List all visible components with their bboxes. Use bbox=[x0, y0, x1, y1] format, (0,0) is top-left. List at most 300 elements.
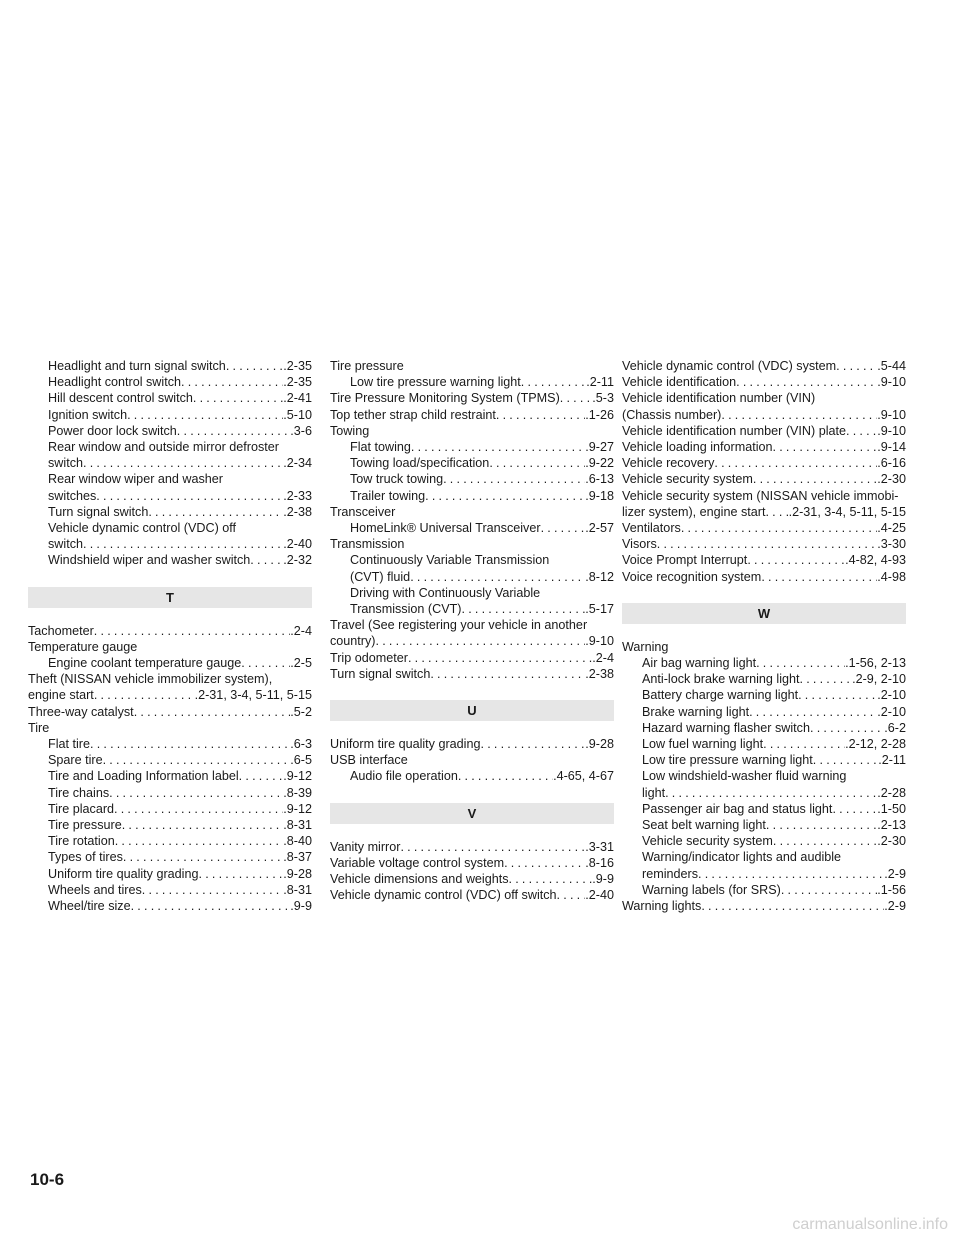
index-entry-label: Three-way catalyst bbox=[28, 704, 134, 719]
index-entry-label: switches bbox=[48, 488, 97, 503]
index-entry-label: switch bbox=[48, 456, 83, 471]
index-entry bbox=[28, 849, 312, 865]
index-entry-label: switch bbox=[48, 537, 83, 552]
index-entry-page: .6-13 bbox=[585, 472, 614, 487]
index-entry-page: .9-10 bbox=[585, 634, 614, 649]
index-entry-label: Windshield wiper and washer switch bbox=[48, 553, 251, 568]
index-entry-label: Towing load/specification bbox=[350, 456, 490, 471]
index-entry-label: Seat belt warning light bbox=[642, 818, 766, 833]
index-entry-page: .2-40 bbox=[585, 888, 614, 903]
index-entry bbox=[622, 569, 906, 585]
index-entry-label: Warning labels (for SRS) bbox=[642, 882, 781, 897]
index-entry-page: .4-25 bbox=[877, 521, 906, 536]
index-entry-page: .2-28 bbox=[877, 785, 906, 800]
index-entry-page: .4-65, 4-67 bbox=[553, 769, 614, 784]
section-letter-heading: V bbox=[330, 803, 614, 824]
index-entry-page: .2-31, 3-4, 5-11, 5-15 bbox=[788, 504, 906, 519]
index-entry-label: Tire placard bbox=[48, 801, 115, 816]
index-entry-label: Warning lights bbox=[622, 899, 702, 914]
index-entry-label: Vanity mirror bbox=[330, 839, 401, 854]
index-entry-text: Vehicle security system (NISSAN vehicle immobi- bbox=[622, 488, 899, 503]
leader-dots bbox=[131, 898, 291, 914]
index-entry-label: Ventilators bbox=[622, 521, 681, 536]
leader-dots bbox=[193, 390, 283, 406]
leader-dots bbox=[765, 504, 788, 520]
index-entry-page: .9-10 bbox=[877, 423, 906, 438]
index-entry bbox=[330, 871, 614, 887]
index-entry-page: .2-10 bbox=[877, 688, 906, 703]
index-entry bbox=[28, 455, 312, 471]
index-entry-label: Trip odometer bbox=[330, 650, 408, 665]
index-entry bbox=[330, 488, 614, 504]
leader-dots bbox=[781, 882, 877, 898]
index-entry bbox=[622, 471, 906, 487]
leader-dots bbox=[800, 671, 853, 687]
leader-dots bbox=[177, 423, 291, 439]
leader-dots bbox=[798, 687, 877, 703]
index-entry-text: Rear window wiper and washer bbox=[48, 472, 223, 487]
index-entry-text: Continuously Variable Transmission bbox=[350, 553, 550, 568]
index-column-2 bbox=[330, 358, 614, 903]
index-entry-label: Uniform tire quality grading bbox=[330, 737, 481, 752]
index-entry-page: .6-16 bbox=[877, 456, 906, 471]
leader-dots bbox=[83, 455, 283, 471]
index-entry bbox=[28, 866, 312, 882]
leader-dots bbox=[458, 768, 553, 784]
leader-dots bbox=[411, 439, 585, 455]
index-entry-text: Tire pressure bbox=[330, 359, 404, 373]
index-entry bbox=[28, 801, 312, 817]
leader-dots bbox=[681, 520, 877, 536]
index-entry-label: lizer system), engine start bbox=[622, 504, 766, 519]
index-entry-page: .2-11 bbox=[878, 753, 906, 768]
leader-dots bbox=[832, 801, 877, 817]
index-entry-page: .8-16 bbox=[585, 855, 614, 870]
leader-dots bbox=[83, 536, 283, 552]
index-entry bbox=[28, 552, 312, 568]
leader-dots bbox=[410, 569, 585, 585]
index-entry-text: Travel (See registering your vehicle in another bbox=[330, 618, 588, 633]
index-entry bbox=[622, 704, 906, 720]
index-entry-page: .2-38 bbox=[283, 504, 312, 519]
index-entry-label: reminders bbox=[642, 866, 698, 881]
leader-dots bbox=[90, 736, 290, 752]
index-entry-text: Vehicle identification number (VIN) bbox=[622, 391, 816, 406]
index-entry bbox=[330, 439, 614, 455]
leader-dots bbox=[813, 752, 878, 768]
index-entry-text: Temperature gauge bbox=[28, 639, 138, 654]
leader-dots bbox=[810, 720, 884, 736]
index-entry bbox=[622, 504, 906, 520]
index-entry bbox=[28, 374, 312, 390]
index-entry-label: Visors bbox=[622, 537, 657, 552]
index-entry-text: USB interface bbox=[330, 753, 408, 768]
index-entry-label: Vehicle dynamic control (VDC) off switch bbox=[330, 888, 557, 903]
leader-dots bbox=[761, 569, 877, 585]
index-entry-page: .4-82, 4-93 bbox=[845, 553, 906, 568]
index-entry bbox=[622, 655, 906, 671]
index-entry-label: Brake warning light bbox=[642, 704, 750, 719]
leader-dots bbox=[241, 655, 290, 671]
leader-dots bbox=[462, 601, 586, 617]
index-entry-page: .8-40 bbox=[283, 834, 312, 849]
index-entry-page: .9-9 bbox=[592, 872, 614, 887]
leader-dots bbox=[148, 504, 283, 520]
index-entry-page: .9-27 bbox=[585, 440, 614, 455]
section-letter-heading: W bbox=[622, 603, 906, 624]
index-entry-label: Vehicle dimensions and weights bbox=[330, 872, 509, 887]
leader-dots bbox=[115, 833, 284, 849]
index-entry-text: Warning bbox=[622, 639, 669, 654]
index-entry-page: .2-13 bbox=[877, 818, 906, 833]
index-entry-page: .9-14 bbox=[877, 440, 906, 455]
index-entry-text: Rear window and outside mirror defroster bbox=[48, 440, 279, 455]
leader-dots bbox=[773, 439, 878, 455]
leader-dots bbox=[425, 488, 585, 504]
index-entry-label: Power door lock switch bbox=[48, 423, 177, 438]
index-entry-page: .2-9, 2-10 bbox=[852, 672, 906, 687]
index-entry-label: Trailer towing bbox=[350, 488, 426, 503]
index-entry-label: Transmission (CVT) bbox=[350, 602, 462, 617]
index-entry bbox=[330, 768, 614, 784]
index-entry bbox=[28, 768, 312, 784]
leader-dots bbox=[560, 390, 593, 406]
index-entry-text: Warning/indicator lights and audible bbox=[642, 850, 842, 865]
leader-dots bbox=[756, 655, 845, 671]
index-entry bbox=[28, 390, 312, 406]
index-entry bbox=[28, 504, 312, 520]
index-entry-label: Flat towing bbox=[350, 440, 411, 455]
index-entry bbox=[330, 374, 614, 390]
leader-dots bbox=[766, 817, 877, 833]
index-entry bbox=[330, 407, 614, 423]
index-entry-label: Vehicle dynamic control (VDC) system bbox=[622, 359, 837, 373]
index-entry-page: .8-39 bbox=[283, 785, 312, 800]
index-entry bbox=[330, 569, 614, 585]
index-entry-label: Tow truck towing bbox=[350, 472, 444, 487]
leader-dots bbox=[521, 374, 586, 390]
index-entry-page: .9-22 bbox=[585, 456, 614, 471]
index-entry bbox=[330, 520, 614, 536]
index-entry-page: .9-9 bbox=[290, 899, 312, 914]
leader-dots bbox=[504, 855, 585, 871]
index-entry-label: Hazard warning flasher switch bbox=[642, 720, 810, 735]
index-entry bbox=[622, 736, 906, 752]
leader-dots bbox=[753, 471, 877, 487]
leader-dots bbox=[763, 736, 845, 752]
index-entry bbox=[622, 407, 906, 423]
index-entry bbox=[28, 898, 312, 914]
index-entry-page: .2-33 bbox=[283, 488, 312, 503]
index-entry-page: .2-40 bbox=[283, 537, 312, 552]
leader-dots bbox=[836, 358, 877, 374]
index-entry-label: Top tether strap child restraint bbox=[330, 407, 496, 422]
index-entry bbox=[28, 423, 312, 439]
leader-dots bbox=[94, 623, 291, 639]
index-entry bbox=[330, 666, 614, 682]
index-entry bbox=[622, 455, 906, 471]
index-entry-text: Vehicle dynamic control (VDC) off bbox=[48, 521, 237, 536]
index-entry-page: .2-38 bbox=[585, 666, 614, 681]
leader-dots bbox=[250, 552, 283, 568]
leader-dots bbox=[181, 374, 283, 390]
leader-dots bbox=[122, 817, 284, 833]
index-entry bbox=[28, 358, 312, 374]
index-entry-page: .2-30 bbox=[877, 834, 906, 849]
index-entry-page: .2-34 bbox=[283, 456, 312, 471]
index-entry-page: .9-10 bbox=[877, 407, 906, 422]
index-entry-page: .1-56 bbox=[877, 882, 906, 897]
leader-dots bbox=[721, 407, 877, 423]
index-entry-text: Transmission bbox=[330, 537, 405, 552]
leader-dots bbox=[408, 650, 592, 666]
index-entry-label: Hill descent control switch bbox=[48, 391, 193, 406]
index-entry-page: .2-57 bbox=[585, 521, 614, 536]
index-entry-label: Tire chains bbox=[48, 785, 110, 800]
index-entry bbox=[622, 785, 906, 801]
leader-dots bbox=[114, 801, 283, 817]
index-entry-page: .6-5 bbox=[290, 753, 312, 768]
leader-dots bbox=[736, 374, 877, 390]
index-entry-page: .2-10 bbox=[877, 704, 906, 719]
index-entry-page: .5-44 bbox=[877, 359, 906, 373]
index-entry-page: .4-98 bbox=[877, 569, 906, 584]
index-entry-label: Battery charge warning light bbox=[642, 688, 799, 703]
index-entry-label: Types of tires bbox=[48, 850, 123, 865]
index-entry-label: Ignition switch bbox=[48, 407, 128, 422]
index-entry bbox=[28, 882, 312, 898]
index-entry-label: Vehicle security system bbox=[622, 472, 753, 487]
leader-dots bbox=[541, 520, 586, 536]
index-entry bbox=[28, 736, 312, 752]
leader-dots bbox=[509, 871, 593, 887]
index-entry bbox=[28, 817, 312, 833]
index-entry-page: .5-17 bbox=[585, 602, 614, 617]
index-entry bbox=[28, 536, 312, 552]
index-entry-label: Uniform tire quality grading bbox=[48, 866, 199, 881]
index-entry bbox=[28, 623, 312, 639]
index-entry-label: Vehicle identification bbox=[622, 375, 737, 390]
index-entry-label: Variable voltage control system bbox=[330, 855, 505, 870]
leader-dots bbox=[749, 704, 877, 720]
index-entry-label: country) bbox=[330, 634, 376, 649]
index-entry-page: .2-9 bbox=[884, 899, 906, 914]
index-entry bbox=[330, 855, 614, 871]
index-entry-label: (Chassis number) bbox=[622, 407, 722, 422]
index-entry-label: Vehicle security system bbox=[642, 834, 773, 849]
index-entry-label: Tire and Loading Information label bbox=[48, 769, 239, 784]
index-entry-label: Low tire pressure warning light bbox=[350, 375, 521, 390]
index-entry-page: .8-12 bbox=[585, 569, 614, 584]
index-entry bbox=[622, 720, 906, 736]
leader-dots bbox=[773, 833, 877, 849]
index-entry-label: Turn signal switch bbox=[48, 504, 149, 519]
index-entry-label: Voice recognition system bbox=[622, 569, 762, 584]
index-entry-label: Voice Prompt Interrupt bbox=[622, 553, 748, 568]
index-entry bbox=[622, 817, 906, 833]
index-entry bbox=[28, 655, 312, 671]
index-entry-page: .2-9 bbox=[884, 866, 906, 881]
index-entry bbox=[622, 866, 906, 882]
index-entry bbox=[28, 752, 312, 768]
index-entry bbox=[622, 358, 906, 374]
leader-dots bbox=[239, 768, 284, 784]
index-entry-page: .2-5 bbox=[290, 656, 312, 671]
index-entry-page: .1-50 bbox=[877, 801, 906, 816]
index-entry bbox=[622, 833, 906, 849]
index-entry-text: Tire bbox=[28, 720, 50, 735]
index-entry bbox=[622, 687, 906, 703]
index-entry-page: .2-35 bbox=[283, 375, 312, 390]
index-entry-label: Air bag warning light bbox=[642, 656, 757, 671]
index-entry-page: .9-12 bbox=[283, 769, 312, 784]
leader-dots bbox=[496, 407, 585, 423]
leader-dots bbox=[430, 666, 585, 682]
index-entry-label: engine start bbox=[28, 688, 94, 703]
index-column-1 bbox=[28, 358, 312, 914]
leader-dots bbox=[557, 887, 586, 903]
index-entry-label: HomeLink® Universal Transceiver bbox=[350, 521, 541, 536]
index-entry-page: .3-30 bbox=[877, 537, 906, 552]
index-entry-label: (CVT) fluid bbox=[350, 569, 411, 584]
leader-dots bbox=[443, 471, 585, 487]
index-entry bbox=[330, 736, 614, 752]
index-entry bbox=[622, 520, 906, 536]
leader-dots bbox=[127, 407, 283, 423]
leader-dots bbox=[142, 882, 283, 898]
leader-dots bbox=[698, 866, 884, 882]
index-entry-page: .6-2 bbox=[884, 720, 906, 735]
leader-dots bbox=[665, 785, 877, 801]
index-entry-page: .9-28 bbox=[585, 737, 614, 752]
index-entry bbox=[330, 633, 614, 649]
index-entry bbox=[622, 423, 906, 439]
index-entry-label: Wheels and tires bbox=[48, 882, 142, 897]
leader-dots bbox=[747, 552, 845, 568]
index-entry-page: .1-56, 2-13 bbox=[845, 656, 906, 671]
index-entry bbox=[330, 650, 614, 666]
index-entry bbox=[28, 488, 312, 504]
index-entry bbox=[622, 801, 906, 817]
index-entry bbox=[330, 471, 614, 487]
index-entry bbox=[622, 552, 906, 568]
index-entry-page: .9-12 bbox=[283, 801, 312, 816]
index-entry bbox=[622, 374, 906, 390]
index-entry bbox=[28, 407, 312, 423]
leader-dots bbox=[481, 736, 586, 752]
index-entry-label: Vehicle identification number (VIN) plate bbox=[622, 423, 847, 438]
index-entry-label: Low tire pressure warning light bbox=[642, 753, 813, 768]
index-entry-page: .3-6 bbox=[290, 423, 312, 438]
index-entry-page: .2-41 bbox=[283, 391, 312, 406]
index-entry-label: Tire pressure bbox=[48, 818, 122, 833]
index-entry bbox=[622, 536, 906, 552]
index-entry bbox=[28, 704, 312, 720]
index-entry-page: .9-10 bbox=[877, 375, 906, 390]
index-entry-label: Turn signal switch bbox=[330, 666, 431, 681]
index-entry bbox=[330, 839, 614, 855]
index-entry-page: .9-28 bbox=[283, 866, 312, 881]
index-entry-label: Headlight and turn signal switch bbox=[48, 359, 226, 373]
leader-dots bbox=[123, 849, 283, 865]
leader-dots bbox=[226, 358, 283, 374]
index-entry bbox=[28, 687, 312, 703]
index-entry-page: .5-10 bbox=[283, 407, 312, 422]
leader-dots bbox=[109, 785, 283, 801]
index-entry-label: Flat tire bbox=[48, 737, 90, 752]
leader-dots bbox=[714, 455, 877, 471]
index-entry-page: .6-3 bbox=[290, 737, 312, 752]
index-entry-label: Headlight control switch bbox=[48, 375, 181, 390]
index-entry-page: .5-3 bbox=[592, 391, 614, 406]
leader-dots bbox=[376, 633, 586, 649]
index-entry-page: .9-18 bbox=[585, 488, 614, 503]
index-entry bbox=[330, 601, 614, 617]
index-entry-text: Transceiver bbox=[330, 504, 396, 519]
index-entry bbox=[622, 752, 906, 768]
index-entry bbox=[330, 887, 614, 903]
watermark: carmanualsonline.info bbox=[792, 1216, 948, 1233]
index-entry bbox=[28, 833, 312, 849]
index-entry-label: Engine coolant temperature gauge bbox=[48, 656, 242, 671]
index-entry-label: Passenger air bag and status light bbox=[642, 801, 833, 816]
leader-dots bbox=[199, 866, 284, 882]
leader-dots bbox=[489, 455, 585, 471]
index-entry-text: Theft (NISSAN vehicle immobilizer system), bbox=[28, 672, 273, 687]
index-entry bbox=[28, 785, 312, 801]
index-entry-page: .5-2 bbox=[290, 704, 312, 719]
index-entry-label: light bbox=[642, 785, 666, 800]
leader-dots bbox=[846, 423, 877, 439]
index-entry bbox=[622, 671, 906, 687]
index-entry-label: Low fuel warning light bbox=[642, 737, 764, 752]
index-entry-page: .2-31, 3-4, 5-11, 5-15 bbox=[194, 688, 312, 703]
index-entry-label: Spare tire bbox=[48, 753, 103, 768]
leader-dots bbox=[96, 488, 283, 504]
index-entry-text: Low windshield-washer fluid warning bbox=[642, 769, 847, 784]
index-entry-page: .2-32 bbox=[283, 553, 312, 568]
index-entry-page: .2-12, 2-28 bbox=[845, 737, 906, 752]
index-column-3 bbox=[622, 358, 906, 914]
leader-dots bbox=[134, 704, 291, 720]
index-entry-page: .8-31 bbox=[283, 818, 312, 833]
index-entry-label: Tachometer bbox=[28, 623, 94, 638]
index-entry bbox=[622, 882, 906, 898]
section-letter-heading: T bbox=[28, 587, 312, 608]
index-entry-label: Vehicle loading information bbox=[622, 440, 773, 455]
index-entry bbox=[622, 439, 906, 455]
index-entry-page: .2-4 bbox=[592, 650, 614, 665]
section-letter-heading: U bbox=[330, 700, 614, 721]
index-entry-page: .2-35 bbox=[283, 359, 312, 373]
index-entry-label: Wheel/tire size bbox=[48, 899, 131, 914]
index-entry bbox=[330, 455, 614, 471]
index-entry-label: Tire Pressure Monitoring System (TPMS) bbox=[330, 391, 560, 406]
leader-dots bbox=[701, 898, 884, 914]
leader-dots bbox=[103, 752, 291, 768]
index-entry-label: Audio file operation bbox=[350, 769, 458, 784]
index-entry-text: Towing bbox=[330, 423, 370, 438]
index-entry-text: Driving with Continuously Variable bbox=[350, 585, 541, 600]
leader-dots bbox=[94, 687, 195, 703]
index-entry-label: Tire rotation bbox=[48, 834, 115, 849]
index-entry-page: .8-31 bbox=[283, 882, 312, 897]
index-entry bbox=[622, 898, 906, 914]
leader-dots bbox=[657, 536, 878, 552]
index-entry-label: Vehicle recovery bbox=[622, 456, 715, 471]
index-entry-page: .2-11 bbox=[586, 375, 614, 390]
index-entry-page: .1-26 bbox=[585, 407, 614, 422]
